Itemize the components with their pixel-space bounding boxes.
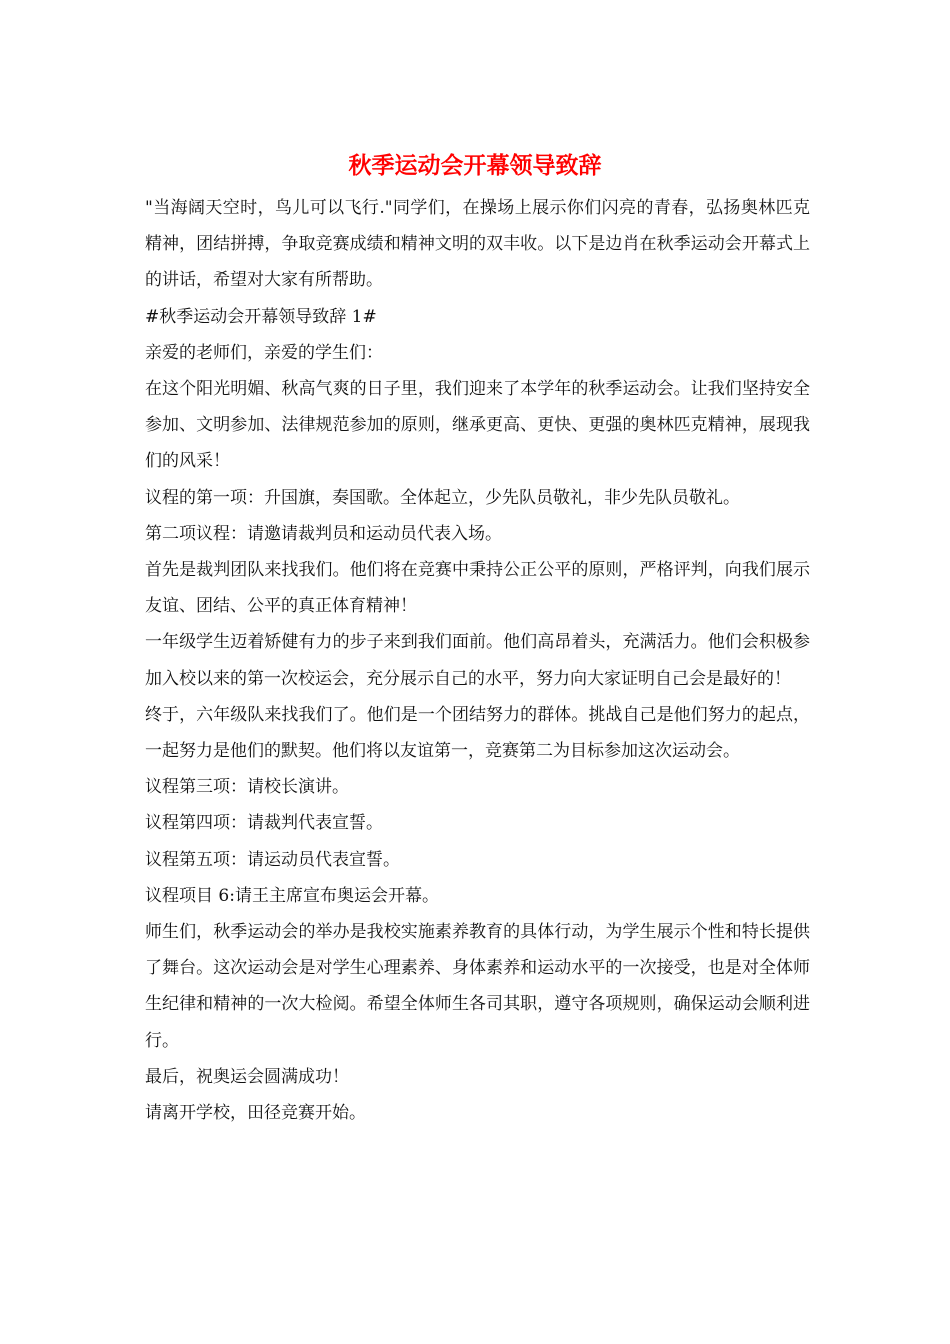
intro-paragraph: "当海阔天空时，鸟儿可以飞行."同学们，在操场上展示你们闪亮的青春，弘扬奥林匹克精神，团结拼搏，争取竞赛成绩和精神文明的双丰收。以下是边肖在秋季运动会开幕式上的讲话，希望对大家有所帮助。 xyxy=(145,198,810,291)
agenda-item-2: 第二项议程：请邀请裁判员和运动员代表入场。 xyxy=(145,523,502,544)
referee-paragraph: 首先是裁判团队来找我们。他们将在竞赛中秉持公正公平的原则，严格评判，向我们展示友谊、团结、公平的真正体育精神！ xyxy=(145,560,810,617)
grade-six-paragraph: 终于，六年级队来找我们了。他们是一个团结努力的群体。挑战自己是他们努力的起点，一起努力是他们的默契。他们将以友谊第一，竞赛第二为目标参加这次运动会。 xyxy=(145,704,810,762)
salutation: 亲爱的老师们，亲爱的学生们： xyxy=(145,342,383,363)
final-line: 请离开学校，田径竞赛开始。 xyxy=(145,1103,366,1124)
section-heading: #秋季运动会开幕领导致辞 1# xyxy=(145,306,377,327)
agenda-item-3: 议程第三项：请校长演讲。 xyxy=(145,777,349,798)
opening-paragraph: 在这个阳光明媚、秋高气爽的日子里，我们迎来了本学年的秋季运动会。让我们坚持安全参加、文明参加、法律规范参加的原则，继承更高、更快、更强的奥林匹克精神，展现我们的风采！ xyxy=(145,379,810,472)
grade-one-paragraph: 一年级学生迈着矫健有力的步子来到我们面前。他们高昂着头，充满活力。他们会积极参加入校以来的第一次校运会，充分展示自己的水平，努力向大家证明自己会是最好的！ xyxy=(145,632,810,689)
final-wish: 最后，祝奥运会圆满成功！ xyxy=(145,1066,349,1087)
agenda-item-6: 议程项目 6:请王主席宣布奥运会开幕。 xyxy=(145,885,439,906)
document-title: 秋季运动会开幕领导致辞 xyxy=(348,152,602,179)
agenda-item-5: 议程第五项：请运动员代表宣誓。 xyxy=(145,849,400,870)
agenda-item-1: 议程的第一项：升国旗，奏国歌。全体起立，少先队员敬礼，非少先队员敬礼。 xyxy=(145,487,740,508)
document-body xyxy=(145,190,810,1131)
closing-paragraph: 师生们，秋季运动会的举办是我校实施素养教育的具体行动，为学生展示个性和特长提供了舞台。这次运动会是对学生心理素养、身体素养和运动水平的一次接受，也是对全体师生纪律和精神的一次大检阅。希望全体师生各司其职，遵守各项规则，确保运动会顺利进行。 xyxy=(145,922,810,1051)
agenda-item-4: 议程第四项：请裁判代表宣誓。 xyxy=(145,813,383,834)
